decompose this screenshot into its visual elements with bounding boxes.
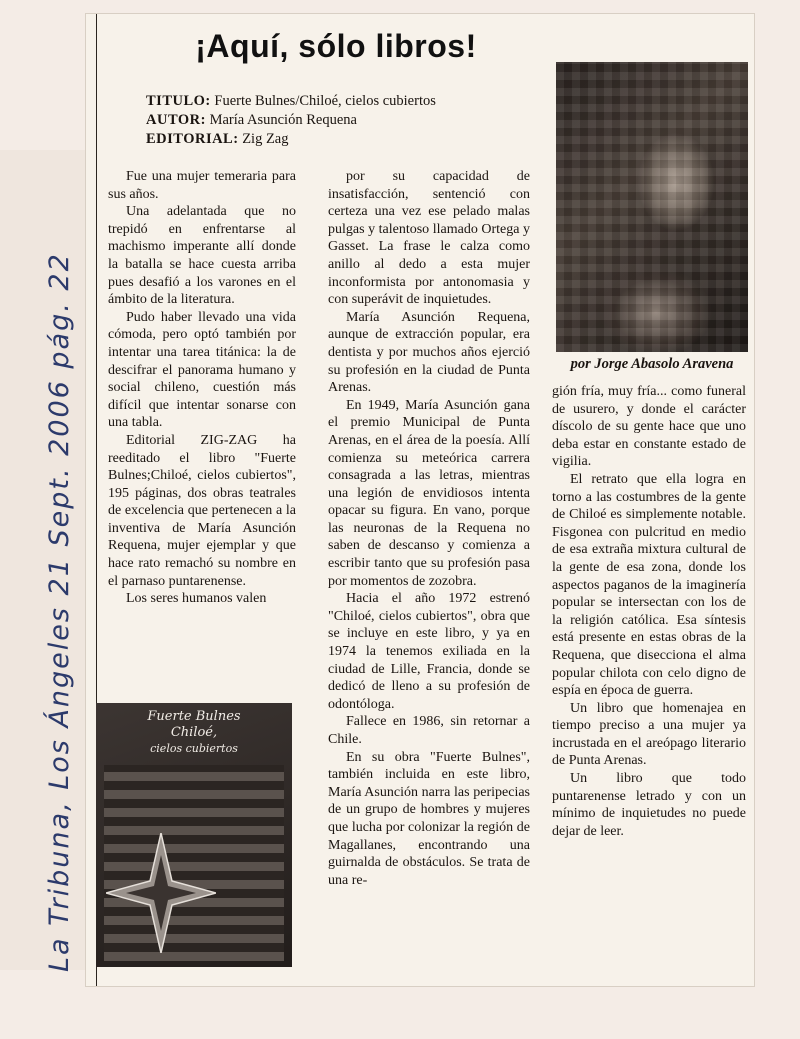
paragraph: Los seres humanos valen [126,591,267,607]
handwritten-note: La Tribuna, Los Ángeles 21 Sept. 2006 pág. 22 [44,252,75,972]
article-title: ¡Aquí, sólo libros! [195,28,477,64]
paragraph: Hacia el año 1972 estrenó "Chiloé, cielos cubiertos", obra que se incluye en este libro, y ya en 1974 la tenemos exiliada en la ciudad de Lille, Francia, donde se dedicó de lleno a su profesión de odontóloga. [328,591,530,712]
meta-title-row [146,92,436,111]
book-cover-title-line: Fuerte Bulnes [147,709,241,724]
paragraph: En 1949, María Asunción gana el premio Municipal de Punta Arenas, en el área de la poesía. Allí comienza su meteórica carrera consagrada a las letras, mientras una legión de envidiosos intenta opacar su figura. En vano, porque las neuronas de la Requena no saben de descanso y comienza a escribir tanto que su profesión pasa por momentos de zozobra. [328,397,530,589]
meta-value: María Asunción Requena [209,112,357,128]
paragraph: Editorial ZIG-ZAG ha reeditado el libro "Fuerte Bulnes;Chiloé, cielos cubiertos", 195 páginas, dos obras teatrales de excelencia que pertenecen a la inventiva de María Asunción Requena, mujer ejemplar y que hace rato remachó su nombre en el parnaso puntarenense. [108,432,296,589]
meta-value: Zig Zag [242,131,289,147]
book-cover-title-line: cielos cubiertos [150,742,238,755]
book-cover-title [96,709,292,757]
paragraph: Un libro que todo puntarenense letrado y con un mínimo de inquietudes no puede dejar de leer. [552,771,746,839]
meta-author-row [146,111,436,130]
article-column-1 [108,168,296,608]
paragraph: Una adelantada que no trepidó en enfrentarse al machismo imperante allí donde la batalla se hace cuesta arriba pues desafió a los varones en el ámbito de la literatura. [108,204,296,308]
paragraph: Un libro que homenajea en tiempo preciso a una mujer ya incrustada en el areópago literario de Punta Arenas. [552,700,746,769]
paragraph: Fallece en 1986, sin retornar a Chile. [328,714,530,747]
paragraph: María Asunción Requena, aunque de extracción popular, era dentista y por muchos años ejerció su profesión en la ciudad de Punta Arenas. [328,309,530,396]
byline: por Jorge Abasolo Aravena [570,356,734,372]
meta-key: AUTOR: [146,112,206,128]
meta-key: EDITORIAL: [146,131,239,147]
compass-star-icon [106,833,216,953]
paragraph: En su obra "Fuerte Bulnes", también incluida en este libro, María Asunción narra las peripecias de un grupo de hombres y mujeres que lucha por colonizar la región de Magallanes, encontrando una guirnalda de obstáculos. Se trata de una re- [328,749,530,888]
article-column-3 [552,383,746,840]
paragraph: Pudo haber llevado una vida cómoda, pero optó también por intentar una tarea titánica: la de descifrar el panorama humano y social chileno, cuestión más difícil que intentar sonarse con una tabla. [108,309,296,431]
book-metadata [146,92,436,149]
paragraph: por su capacidad de insatisfacción, sentenció con certeza una vez ese pelado malas pulgas y talentoso llamado Ortega y Gasset. La frase le calza como anillo al dedo a esta mujer inconformista por antonomasia y con superávit de inquietudes. [328,169,530,308]
paragraph: Fue una mujer temeraria para sus años. [108,169,296,202]
meta-key: TITULO: [146,93,211,109]
book-cover-title-line: Chiloé, [170,725,218,740]
article-column-2 [328,168,530,889]
meta-publisher-row [146,130,436,149]
meta-value: Fuerte Bulnes/Chiloé, cielos cubiertos [214,93,436,109]
paragraph: gión fría, muy fría... como funeral de usurero, y donde el carácter díscolo de su gente hace que uno deba estar en constante estado de vigilia. [552,384,746,470]
book-cover-image [96,703,292,967]
paragraph: El retrato que ella logra en torno a las costumbres de la gente de Chiloé es simplemente notable. Fisgonea con pulcritud en medio de esa extraña mixtura cultural de la gente de esa zona, donde los aspectos paganos de la imaginería popular se intersectan con los de la religión católica. Esa síntesis está presente en estas obras de la Requena, que disecciona el alma popular chilota con celo digno de espía en época de guerra. [552,471,746,699]
author-photo [556,62,748,352]
